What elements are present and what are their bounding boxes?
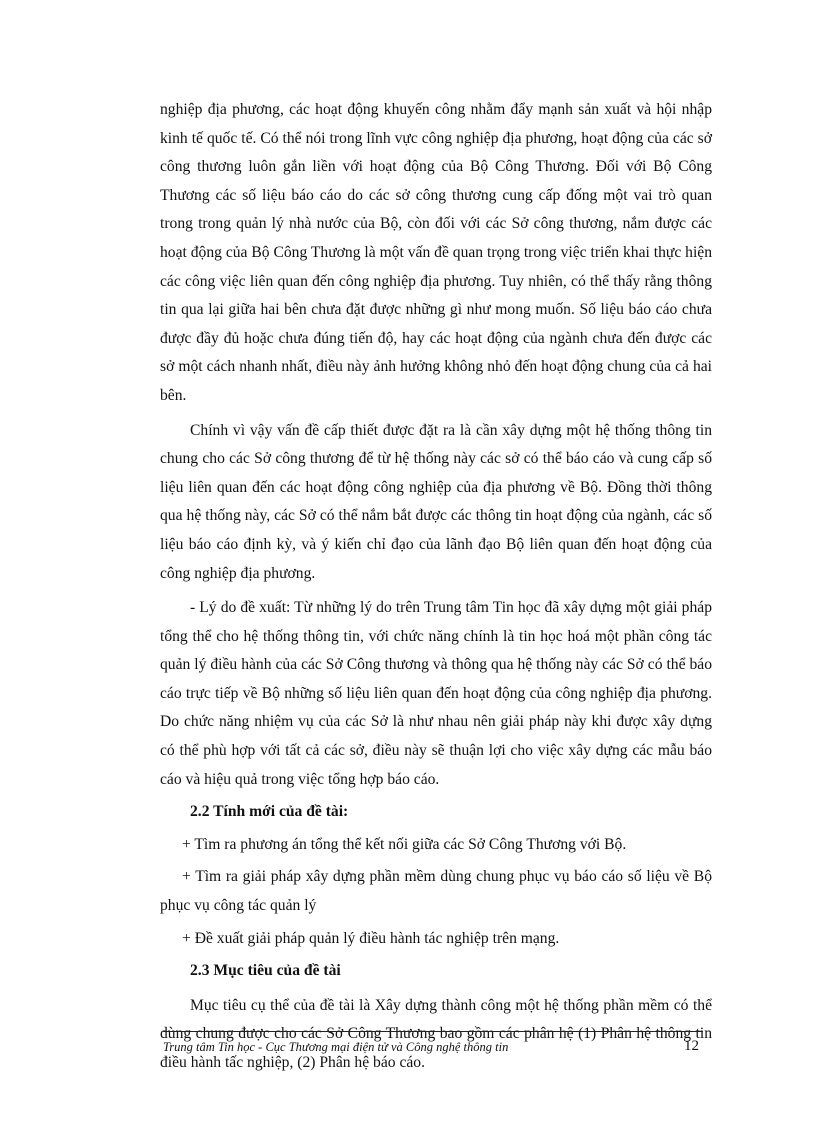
novelty-item-1: + Tìm ra phương án tổng thể kết nối giữa các Sở Công Thương với Bộ.	[182, 835, 627, 853]
novelty-item-3: + Đề xuất giải pháp quản lý điều hành tác nghiệp trên mạng.	[182, 929, 560, 947]
section-heading-novelty: 2.2 Tính mới của đề tài:	[190, 803, 349, 821]
paragraph-objectives: Mục tiêu cụ thể của đề tài là Xây dựng thành công một hệ thống phần mềm có thể dùng chung được cho các Sở Công Thương bao gồm các phân hệ (1) Phân hệ thông tin điều hành tấc nghiệp, (2) Phân hệ báo cáo.	[160, 996, 712, 1071]
page-body	[160, 96, 712, 1078]
section-heading-objectives: 2.3 Mục tiêu của đề tài	[190, 962, 341, 980]
paragraph-intro-continued: nghiệp địa phương, các hoạt động khuyến công nhằm đẩy mạnh sản xuất và hội nhập kinh tế quốc tế. Có thể nói trong lĩnh vực công nghiệp địa phương, hoạt động của các sở công thương luôn gắn liền với hoạt động của Bộ Công Thương. Đối với Bộ Công Thương các số liệu báo cáo do các sở công thương cung cấp đống một vai trò quan trong trong quản lý nhà nước của Bộ, còn đối với các Sở công thương, nắm được các hoạt động của Bộ Công Thương là một vấn đề quan trọng trong việc triển khai thực hiện các công việc liên quan đến công nghiệp địa phương. Tuy nhiên, có thể thấy rằng thông tin qua lại giữa hai bên chưa đặt được những gì như mong muốn. Số liệu báo cáo chưa được đầy đủ hoặc chưa đúng tiến độ, hay các hoạt động của ngành chưa đến được các sở một cách nhanh nhất, điều này ảnh hưởng không nhỏ đến hoạt động chung của cả hai bên.	[160, 101, 712, 404]
paragraph-urgency: Chính vì vậy vấn đề cấp thiết được đặt ra là cần xây dựng một hệ thống thông tin chung cho các Sở công thương để từ hệ thống này các sở có thể báo cáo và cung cấp số liệu liên quan đến các hoạt động công nghiệp của địa phương về Bộ. Đồng thời thông qua hệ thống này, các Sở có thể nắm bắt được các thông tin hoạt động của ngành, các số liệu báo cáo định kỳ, và ý kiến chỉ đạo của lãnh đạo Bộ liên quan đến hoạt động của công nghiệp địa phương.	[160, 421, 712, 582]
page-footer	[163, 1038, 703, 1060]
novelty-item-2: + Tìm ra giải pháp xây dựng phần mềm dùng chung phục vụ báo cáo số liệu về Bộ phục vụ công tác quản lý	[160, 868, 712, 915]
footer-organization: Trung tâm Tin học - Cục Thương mại điện tử và Công nghệ thông tin	[163, 1040, 509, 1054]
footer-divider	[163, 1031, 703, 1032]
paragraph-reason-proposed: - Lý do đề xuất: Từ những lý do trên Trung tâm Tin học đã xây dựng một giải pháp tổng thể cho hệ thống thông tin, với chức năng chính là tin học hoá một phần công tác quản lý điều hành của các Sở Công thương và thông qua hệ thống này các Sở có thể báo cáo trực tiếp về Bộ những số liệu liên quan đến hoạt động của công nghiệp địa phương. Do chức năng nhiệm vụ của các Sở là như nhau nên giải pháp này khi được xây dựng có thể phù hợp với tất cả các sở, điều này sẽ thuận lợi cho việc xây dựng các mẫu báo cáo và hiệu quả trong việc tổng hợp báo cáo.	[160, 599, 712, 788]
page-number: 12	[684, 1038, 699, 1054]
